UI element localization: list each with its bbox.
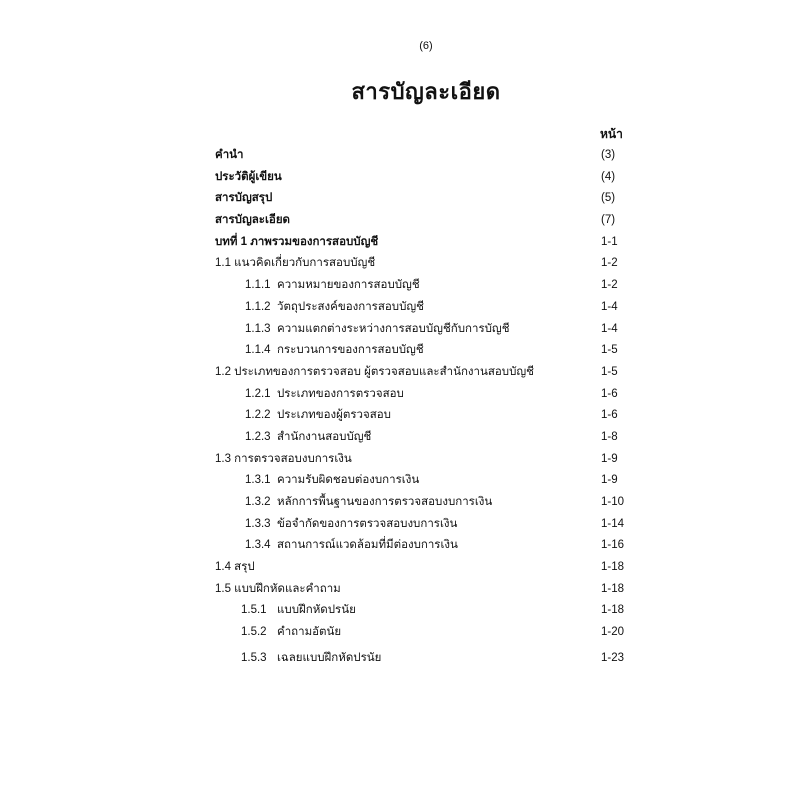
toc-entry-number: 1.1.1: [245, 279, 271, 292]
toc-entry-label: กระบวนการของการสอบบัญชี: [277, 344, 424, 357]
toc-entry-page: 1-4: [601, 300, 618, 313]
toc-section-entry: [0, 362, 800, 384]
toc-subsection-entry: [0, 622, 800, 644]
toc-entry-page: 1-5: [601, 344, 618, 357]
toc-entry-number: 1.1.4: [245, 344, 271, 357]
toc-entry-page: 1-20: [601, 626, 625, 639]
toc-entry-number: 1.5.3: [241, 651, 267, 664]
toc-entry-page: 1-1: [601, 235, 618, 248]
toc-entry-number: 1.5.2: [241, 626, 267, 639]
toc-entry-page: 1-16: [601, 539, 625, 552]
toc-entry-page: 1-6: [601, 387, 618, 400]
toc-entry: [0, 167, 800, 189]
table-of-contents: [0, 145, 800, 670]
toc-subsection-entry: [0, 340, 800, 362]
toc-entry-label: 1.1 แนวคิดเกี่ยวกับการสอบบัญชี: [215, 257, 376, 270]
toc-entry-label: วัตถุประสงค์ของการสอบบัญชี: [277, 300, 424, 313]
toc-entry-page: 1-2: [601, 257, 618, 270]
toc-subsection-entry: [0, 600, 800, 622]
toc-entry-label: 1.5 แบบฝึกหัดและคำถาม: [215, 582, 341, 595]
toc-entry-label: บทที่ 1 ภาพรวมของการสอบบัญชี: [215, 235, 379, 248]
toc-subsection-entry: [0, 384, 800, 406]
toc-subsection-entry: [0, 427, 800, 449]
toc-entry: [0, 210, 800, 232]
toc-entry-page: 1-10: [601, 496, 625, 508]
toc-entry-page: 1-14: [601, 517, 625, 530]
toc-entry-label: สารบัญละเอียด: [215, 214, 291, 227]
toc-chapter-entry: [0, 232, 800, 254]
toc-subsection-entry: [0, 275, 800, 297]
toc-entry-label: แบบฝึกหัดปรนัย: [277, 604, 356, 617]
toc-entry-page: 1-18: [601, 561, 625, 574]
toc-entry-label: สารบัญสรุป: [215, 192, 273, 205]
toc-entry-label: 1.4 สรุป: [215, 561, 255, 574]
toc-entry-label: ประเภทของการตรวจสอบ: [277, 387, 404, 400]
toc-entry-number: 1.5.1: [241, 604, 267, 617]
toc-subsection-entry: [0, 470, 800, 492]
toc-entry-label: 1.2 ประเภทของการตรวจสอบ ผู้ตรวจสอบและสำนักงานสอบบัญชี: [215, 365, 534, 378]
toc-subsection-entry: [0, 535, 800, 557]
toc-entry-label: ประเภทของผู้ตรวจสอบ: [277, 409, 391, 422]
toc-entry-label: หลักการพื้นฐานของการตรวจสอบงบการเงิน: [277, 496, 493, 508]
toc-section-entry: [0, 579, 800, 601]
page-title: สารบัญละเอียด: [351, 79, 501, 104]
toc-subsection-entry: [0, 319, 800, 341]
toc-entry-label: ความรับผิดชอบต่องบการเงิน: [277, 474, 420, 487]
toc-entry-page: 1-9: [601, 452, 618, 465]
toc-entry-label: เฉลยแบบฝึกหัดปรนัย: [277, 651, 382, 664]
toc-subsection-entry: [0, 492, 800, 514]
toc-entry-label: ข้อจำกัดของการตรวจสอบงบการเงิน: [277, 517, 458, 530]
toc-section-entry: [0, 449, 800, 471]
toc-entry-number: 1.2.1: [245, 387, 271, 400]
toc-entry-label: ความแตกต่างระหว่างการสอบบัญชีกับการบัญชี: [277, 322, 510, 335]
toc-entry-number: 1.3.4: [245, 539, 271, 552]
toc-entry-page: 1-18: [601, 582, 625, 595]
page-column-header: หน้า: [600, 127, 623, 141]
toc-entry-label: สำนักงานสอบบัญชี: [277, 430, 372, 443]
toc-entry-label: คำนำ: [215, 149, 244, 161]
toc-entry-page: 1-18: [601, 604, 625, 617]
toc-entry-page: 1-4: [601, 322, 618, 335]
toc-entry-number: 1.2.2: [245, 409, 271, 422]
toc-entry-page: (3): [601, 149, 616, 161]
toc-entry-number: 1.3.1: [245, 474, 271, 487]
toc-entry: [0, 145, 800, 167]
page-number: (6): [419, 40, 433, 52]
toc-subsection-entry: [0, 514, 800, 536]
toc-entry-label: 1.3 การตรวจสอบงบการเงิน: [215, 452, 352, 465]
toc-entry-page: 1-6: [601, 409, 618, 422]
toc-entry-number: 1.1.3: [245, 322, 271, 335]
toc-entry-number: 1.1.2: [245, 300, 271, 313]
toc-entry-page: 1-23: [601, 651, 625, 664]
toc-entry-label: ความหมายของการสอบบัญชี: [277, 279, 420, 292]
toc-entry-page: 1-9: [601, 474, 618, 487]
toc-entry-page: 1-8: [601, 430, 618, 443]
toc-subsection-entry: [0, 648, 800, 670]
toc-section-entry: [0, 557, 800, 579]
toc-entry-page: 1-5: [601, 365, 618, 378]
toc-entry-number: 1.3.3: [245, 517, 271, 530]
toc-entry-label: คำถามอัตนัย: [277, 626, 342, 639]
toc-subsection-entry: [0, 405, 800, 427]
toc-entry-label: ประวัติผู้เขียน: [215, 170, 282, 183]
toc-entry: [0, 188, 800, 210]
toc-entry-page: (4): [601, 170, 616, 183]
toc-entry-label: สถานการณ์แวดล้อมที่มีต่องบการเงิน: [277, 539, 458, 552]
toc-entry-page: 1-2: [601, 279, 618, 292]
toc-section-entry: [0, 253, 800, 275]
toc-entry-number: 1.3.2: [245, 496, 271, 508]
toc-entry-page: (5): [601, 192, 616, 205]
toc-subsection-entry: [0, 297, 800, 319]
toc-entry-page: (7): [601, 214, 616, 227]
toc-entry-number: 1.2.3: [245, 430, 271, 443]
